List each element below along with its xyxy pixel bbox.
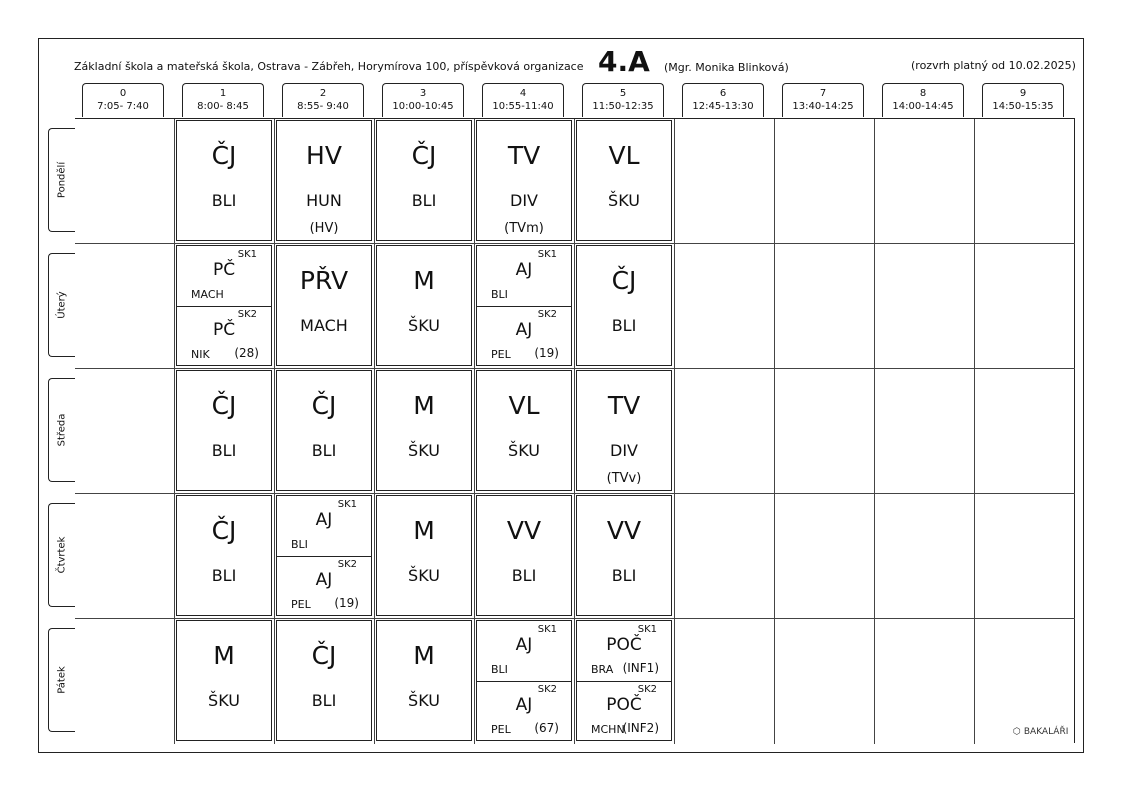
group-lesson — [277, 556, 371, 616]
group-lesson — [477, 306, 571, 366]
subject-label: ČJ — [311, 641, 337, 670]
subject-label: ČJ — [611, 266, 637, 295]
teacher-label: MCHN — [591, 723, 625, 736]
subject-label: AJ — [515, 260, 533, 280]
subject-label: ČJ — [211, 516, 237, 545]
lesson-cell[interactable] — [176, 370, 272, 491]
lesson-cell[interactable] — [376, 370, 472, 491]
day-tab — [48, 628, 75, 732]
period-time: 11:50-12:35 — [592, 101, 654, 112]
lesson-cell[interactable] — [376, 495, 472, 616]
subject-label: TV — [607, 391, 641, 420]
period-number: 9 — [1019, 88, 1027, 99]
group-lesson — [177, 246, 271, 307]
teacher-label: NIK — [191, 348, 210, 361]
period-time: 8:55- 9:40 — [297, 101, 349, 112]
school-name: Základní škola a mateřská škola, Ostrava - Zábřeh, Horymírova 100, příspěvková organizace — [74, 60, 584, 73]
subject-label: M — [413, 641, 435, 670]
subject-label: ČJ — [411, 141, 437, 170]
group-label: SK2 — [537, 309, 557, 320]
teacher-label: BLI — [511, 566, 537, 585]
hexagon-logo-icon: ⬡ — [1013, 727, 1021, 737]
period-number: 7 — [819, 88, 827, 99]
lesson-cell[interactable] — [176, 620, 272, 741]
room-label: (28) — [234, 346, 259, 360]
subject-label: PČ — [212, 320, 236, 340]
grid-line-vertical — [674, 119, 675, 744]
teacher-label: DIV — [610, 441, 638, 460]
grid-line-vertical — [974, 119, 975, 744]
subject-label: ČJ — [211, 391, 237, 420]
period-number: 1 — [219, 88, 227, 99]
teacher-label: BRA — [591, 663, 614, 676]
period-tab — [382, 83, 464, 117]
group-label: SK1 — [237, 249, 257, 260]
class-teacher: (Mgr. Monika Blinková) — [664, 61, 789, 74]
class-name: 4.A — [598, 45, 650, 78]
day-label: Pondělí — [56, 161, 68, 199]
lesson-cell[interactable] — [276, 495, 372, 616]
teacher-label: ŠKU — [508, 441, 540, 460]
teacher-label: BLI — [611, 316, 637, 335]
grid-line-vertical — [174, 119, 175, 744]
period-tab — [882, 83, 964, 117]
lesson-cell[interactable] — [276, 370, 372, 491]
group-label: SK1 — [637, 624, 657, 635]
teacher-label: PEL — [491, 723, 511, 736]
day-label: Čtvrtek — [56, 536, 68, 574]
period-tab — [182, 83, 264, 117]
teacher-label: ŠKU — [608, 191, 640, 210]
grid-line-horizontal — [75, 243, 1075, 244]
period-number: 2 — [319, 88, 327, 99]
lesson-cell[interactable] — [376, 620, 472, 741]
group-label: SK1 — [537, 249, 557, 260]
lesson-cell[interactable] — [576, 245, 672, 366]
teacher-label: PEL — [291, 598, 311, 611]
grid-line-vertical — [374, 119, 375, 744]
subject-label: M — [213, 641, 235, 670]
period-number: 3 — [419, 88, 427, 99]
period-time: 8:00- 8:45 — [197, 101, 249, 112]
period-number: 4 — [519, 88, 527, 99]
subject-label: HV — [306, 141, 342, 170]
teacher-label: BLI — [211, 566, 237, 585]
period-time: 7:05- 7:40 — [97, 101, 149, 112]
teacher-label: ŠKU — [408, 691, 440, 710]
room-label: (INF2) — [622, 721, 659, 735]
subject-label: VL — [508, 391, 540, 420]
teacher-label: BLI — [411, 191, 437, 210]
day-label: Středa — [56, 413, 68, 447]
teacher-label: HUN — [306, 191, 342, 210]
lesson-cell[interactable] — [576, 495, 672, 616]
group-lesson — [577, 681, 671, 741]
day-tab — [48, 378, 75, 482]
subject-label: VV — [506, 516, 542, 545]
group-lesson — [577, 621, 671, 682]
period-time: 10:00-10:45 — [392, 101, 454, 112]
subject-label: AJ — [315, 510, 333, 530]
group-lesson — [477, 621, 571, 682]
teacher-label: MACH — [300, 316, 348, 335]
room-label: (67) — [534, 721, 559, 735]
group-lesson — [477, 246, 571, 307]
teacher-label: BLI — [311, 441, 337, 460]
room-label: (HV) — [309, 221, 339, 236]
teacher-label: DIV — [510, 191, 538, 210]
period-number: 8 — [919, 88, 927, 99]
grid-line-vertical — [474, 119, 475, 744]
teacher-label: MACH — [191, 288, 224, 301]
subject-label: AJ — [515, 695, 533, 715]
group-label: SK2 — [537, 684, 557, 695]
grid-line-horizontal — [75, 618, 1075, 619]
subject-label: AJ — [515, 320, 533, 340]
lesson-cell[interactable] — [176, 495, 272, 616]
room-label: (TVv) — [606, 471, 642, 486]
lesson-cell[interactable] — [576, 370, 672, 491]
subject-label: VV — [606, 516, 642, 545]
timetable-grid — [75, 118, 1075, 743]
day-tab — [48, 503, 75, 607]
valid-from: (rozvrh platný od 10.02.2025) — [911, 59, 1076, 72]
period-tab — [782, 83, 864, 117]
room-label: (19) — [534, 346, 559, 360]
period-time: 14:50-15:35 — [992, 101, 1054, 112]
subject-label: TV — [507, 141, 541, 170]
subject-label: PČ — [212, 260, 236, 280]
lesson-cell[interactable] — [476, 370, 572, 491]
period-tab — [82, 83, 164, 117]
period-time: 12:45-13:30 — [692, 101, 754, 112]
teacher-label: BLI — [211, 191, 237, 210]
period-number: 5 — [619, 88, 627, 99]
lesson-cell[interactable] — [176, 120, 272, 241]
room-label: (TVm) — [504, 221, 544, 236]
group-label: SK2 — [237, 309, 257, 320]
day-label: Pátek — [56, 666, 68, 694]
group-label: SK1 — [537, 624, 557, 635]
group-lesson — [177, 306, 271, 366]
subject-label: M — [413, 391, 435, 420]
teacher-label: ŠKU — [408, 566, 440, 585]
teacher-label: BLI — [211, 441, 237, 460]
period-tab — [482, 83, 564, 117]
grid-line-vertical — [774, 119, 775, 744]
period-time: 13:40-14:25 — [792, 101, 854, 112]
lesson-cell[interactable] — [376, 120, 472, 241]
room-label: (19) — [334, 596, 359, 610]
grid-line-vertical — [874, 119, 875, 744]
lesson-cell[interactable] — [476, 620, 572, 741]
bakalari-logo — [1013, 727, 1068, 737]
period-tab — [682, 83, 764, 117]
teacher-label: ŠKU — [408, 441, 440, 460]
teacher-label: PEL — [491, 348, 511, 361]
teacher-label: BLI — [611, 566, 637, 585]
day-label: Úterý — [56, 291, 68, 319]
lesson-cell[interactable] — [276, 245, 372, 366]
lesson-cell[interactable] — [276, 120, 372, 241]
period-number: 6 — [719, 88, 727, 99]
grid-line-vertical — [574, 119, 575, 744]
day-tab — [48, 253, 75, 357]
subject-label: M — [413, 516, 435, 545]
subject-label: POČ — [606, 695, 642, 715]
subject-label: VL — [608, 141, 640, 170]
period-time: 10:55-11:40 — [492, 101, 554, 112]
period-time: 14:00-14:45 — [892, 101, 954, 112]
period-tab — [282, 83, 364, 117]
grid-line-horizontal — [75, 493, 1075, 494]
teacher-label: ŠKU — [408, 316, 440, 335]
subject-label: ČJ — [311, 391, 337, 420]
subject-label: ČJ — [211, 141, 237, 170]
lesson-cell[interactable] — [576, 120, 672, 241]
brand-name: BAKALÁŘI — [1023, 727, 1069, 737]
group-label: SK2 — [337, 559, 357, 570]
subject-label: AJ — [515, 635, 533, 655]
subject-label: AJ — [315, 570, 333, 590]
teacher-label: BLI — [311, 691, 337, 710]
group-lesson — [477, 681, 571, 741]
lesson-cell[interactable] — [176, 245, 272, 366]
group-lesson — [277, 496, 371, 557]
teacher-label: BLI — [491, 663, 508, 676]
subject-label: PŘV — [299, 266, 349, 295]
group-label: SK2 — [637, 684, 657, 695]
grid-line-vertical — [274, 119, 275, 744]
period-tab — [582, 83, 664, 117]
teacher-label: BLI — [291, 538, 308, 551]
subject-label: POČ — [606, 635, 642, 655]
teacher-label: BLI — [491, 288, 508, 301]
lesson-cell[interactable] — [276, 620, 372, 741]
period-number: 0 — [119, 88, 127, 99]
lesson-cell[interactable] — [376, 245, 472, 366]
lesson-cell[interactable] — [476, 245, 572, 366]
day-tab — [48, 128, 75, 232]
subject-label: M — [413, 266, 435, 295]
lesson-cell[interactable] — [576, 620, 672, 741]
teacher-label: ŠKU — [208, 691, 240, 710]
room-label: (INF1) — [622, 661, 659, 675]
grid-line-horizontal — [75, 368, 1075, 369]
group-label: SK1 — [337, 499, 357, 510]
period-tab — [982, 83, 1064, 117]
lesson-cell[interactable] — [476, 120, 572, 241]
lesson-cell[interactable] — [476, 495, 572, 616]
